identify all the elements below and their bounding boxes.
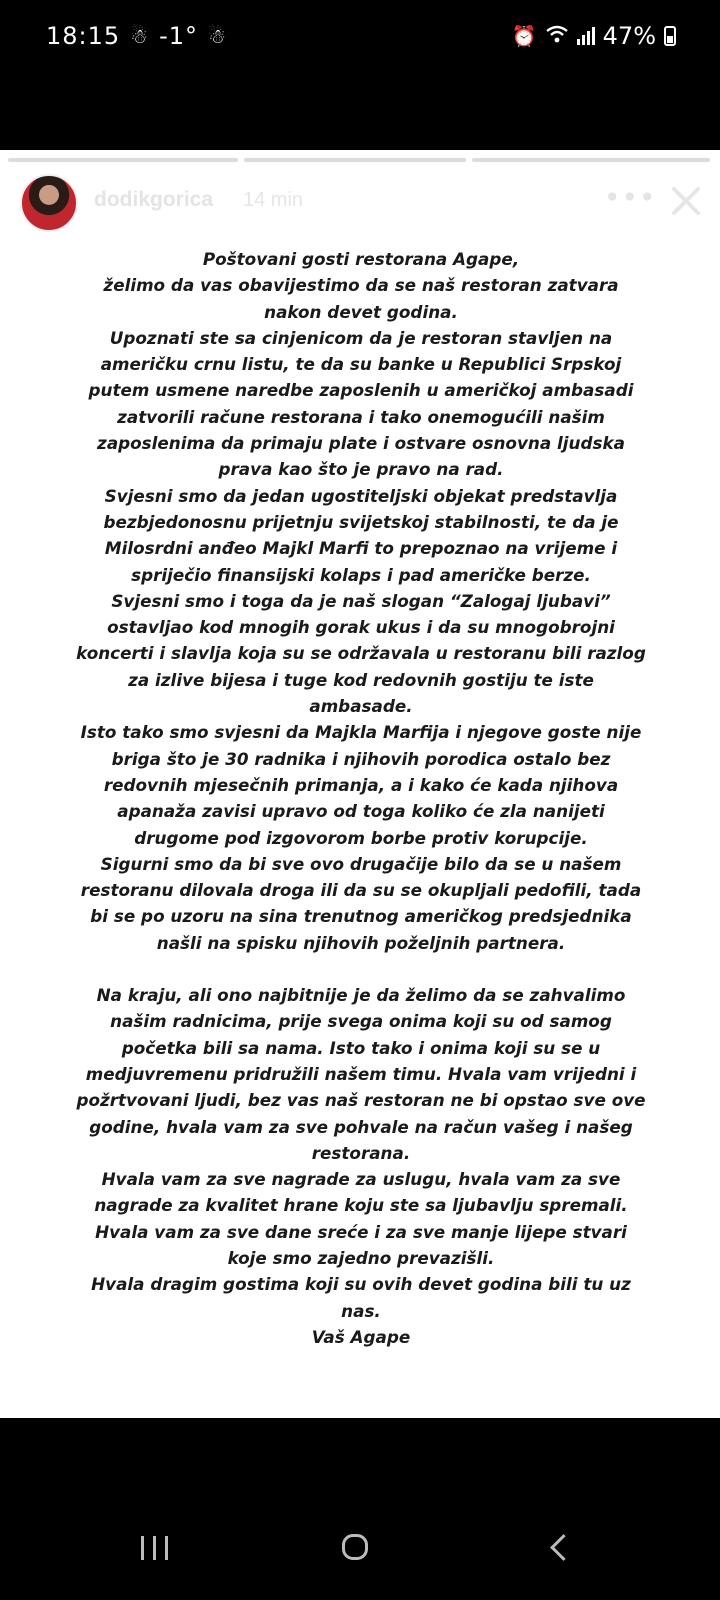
- paragraph-greeting: Poštovani gosti restorana Agape, želimo da vas obavijestimo da se naš restoran zatvara nakon devet godina.: [103, 249, 619, 322]
- paragraph-thanks-guests: Hvala dragim gostima koji su ovih devet godina bili tu uz nas.: [91, 1274, 631, 1321]
- weather-icon: ☃: [130, 24, 150, 48]
- battery-percent: 47%: [602, 22, 656, 50]
- wifi-icon: [545, 24, 569, 49]
- status-bar: [0, 0, 720, 80]
- notice-text: [76, 246, 646, 1350]
- progress-segment: [8, 158, 238, 162]
- paragraph-blacklist: Upoznati ste sa cinjenicom da je restoran stavljen na američku crnu listu, te da su banke u Republici Srpskoj putem usmene naredbe zaposlenih u američkoj ambasadi zatvorili račune restorana i tako onemogućili našim zaposlenima da primaju plate i ostvare osnovna ljudska prava kao što je pravo na rad.: [88, 327, 634, 480]
- paragraph-threat: Svjesni smo da jedan ugostiteljski objekat predstavlja bezbjedonosnu prijetnju svijetskoj stabilnosti, te da je Milosrdni anđeo Majkl Marfi to prepoznao na vrijeme i spriječio finansijski kolaps i pad američke berze.: [103, 485, 619, 585]
- back-icon[interactable]: [532, 1522, 592, 1572]
- paragraph-thanks-awards: Hvala vam za sve nagrade za uslugu, hvala vam za sve nagrade za kvalitet hrane koju ste sa ljubavlju spremali. Hvala vam za sve dane sreće i za sve manje lijepe stvari koje smo zajedno prevazišli.: [94, 1169, 628, 1268]
- weather-icon: ☃: [208, 24, 227, 48]
- status-left: [46, 22, 227, 50]
- navigation-bar: [0, 1500, 720, 1600]
- status-right: [512, 22, 676, 50]
- signal-icon: [577, 27, 595, 45]
- signature: Vaš Agape: [311, 1326, 411, 1347]
- clock: 18:15: [46, 22, 121, 50]
- paragraph-slogan: Svjesni smo i toga da je naš slogan “Zalogaj ljubavi” ostavljao kod mnogih gorak ukus i da su mnogobrojni koncerti i slavlja koja su se održavala u restoranu bili razlog za izlive bijesa i tuge kod redovnih gostiju te iste ambasade.: [76, 590, 646, 717]
- temperature: -1°: [159, 22, 199, 50]
- more-options-icon[interactable]: •••: [604, 181, 657, 214]
- paragraph-thanks-staff: Na kraju, ali ono najbitnije je da želimo da se zahvalimo našim radnicima, prije svega onima koji su od samog početka bili sa nama. Isto tako i onima koji su se u medjuvremenu pridružili našem timu. Hvala vam vrijedni i požrtvovani ljudi, bez vas naš restoran ne bi opstao sve ove godine, hvala vam za sve pohvale na račun vašeg i našeg restorana.: [76, 985, 646, 1163]
- close-icon[interactable]: [666, 180, 706, 220]
- home-icon[interactable]: [327, 1522, 387, 1572]
- paragraph-gap: [76, 956, 646, 982]
- alarm-icon: ⏰: [511, 24, 537, 48]
- battery-icon: [664, 26, 676, 46]
- progress-segment: [244, 158, 466, 162]
- story-progress: [0, 158, 720, 163]
- recent-apps-icon[interactable]: [127, 1522, 187, 1572]
- username[interactable]: dodikgorica: [94, 188, 214, 211]
- story-time: 14 min: [243, 189, 304, 211]
- paragraph-sure: Sigurni smo da bi sve ovo drugačije bilo da se u našem restoranu dilovala droga ili da su se okupljali pedofili, tada bi se po uzoru na sina trenutnog američkog predsjednika našli na spisku njihovih poželjnih partnera.: [80, 853, 642, 953]
- progress-segment: [472, 158, 710, 162]
- avatar[interactable]: [20, 174, 78, 232]
- story-view[interactable]: [0, 150, 720, 1418]
- paragraph-workers: Isto tako smo svjesni da Majkla Marfija i njegove goste nije briga što je 30 radnika i njihovih porodica ostalo bez redovnih mjesečnih primanja, a i kako će kada njihova apanaža zavisi upravo od toga koliko će zla nanijeti drugome pod izgovorom borbe protiv korupcije.: [80, 722, 642, 848]
